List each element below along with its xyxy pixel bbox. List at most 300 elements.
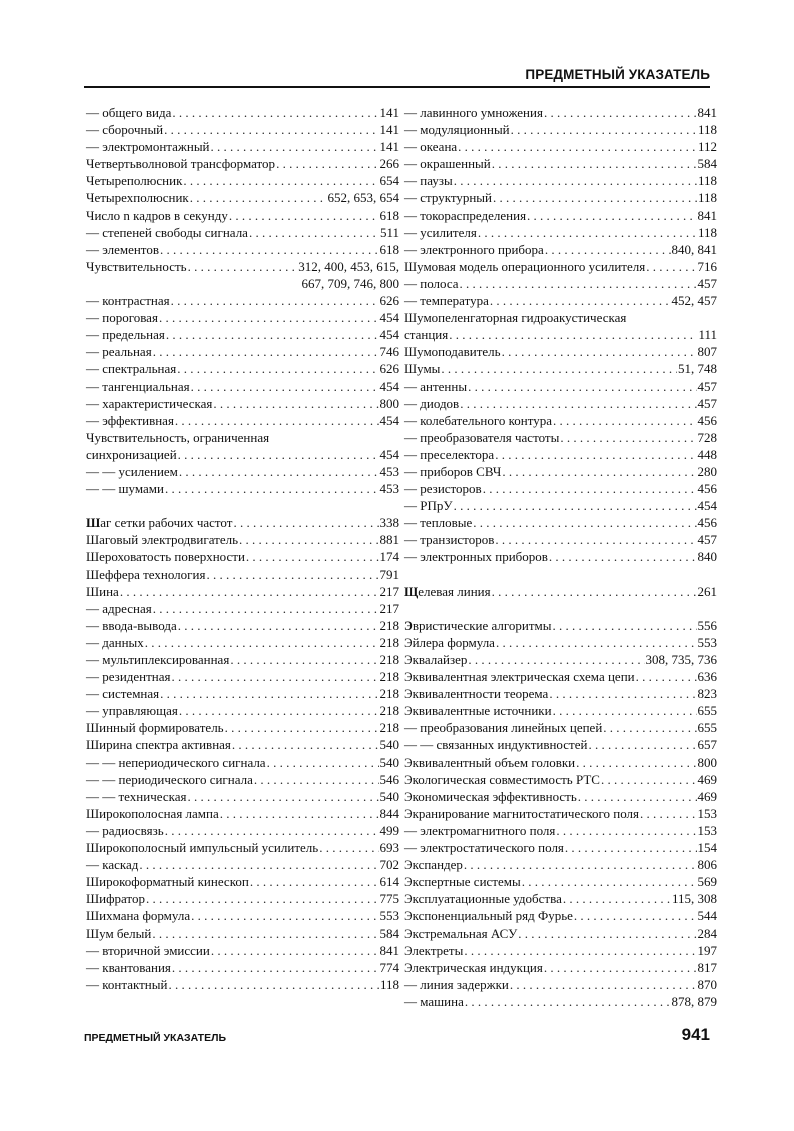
dot-leader (211, 942, 379, 959)
dot-leader (211, 138, 379, 155)
index-term: — полоса (404, 275, 459, 291)
dot-leader (146, 890, 379, 907)
index-entry (86, 754, 399, 771)
index-term: Широкополосный импульсный усилитель (86, 840, 319, 856)
index-term: Шинный формирователь (86, 720, 224, 736)
index-term: — радиосвязь (86, 822, 164, 838)
dot-leader (458, 138, 697, 155)
index-term: Чувствительность, ограниченная (86, 429, 270, 445)
page-refs: 469 (697, 771, 717, 787)
index-entry (404, 771, 717, 788)
dot-leader (250, 873, 379, 890)
index-entry (86, 548, 399, 565)
letter-gap (404, 566, 717, 583)
dot-leader (502, 463, 696, 480)
index-term: — — техническая (86, 788, 187, 804)
index-term: Эквалайзер (404, 652, 468, 667)
index-term: — колебательного контура (404, 412, 553, 428)
page-refs: 454 (379, 412, 399, 428)
dot-leader (145, 634, 379, 651)
index-term: — преселектора (404, 446, 495, 462)
index-term: Шаговый электродвигатель (86, 532, 239, 548)
page-refs: 844 (379, 805, 399, 821)
dot-leader (460, 395, 696, 412)
index-entry (404, 360, 717, 377)
index-term: Эвристические алгоритмы (404, 617, 552, 633)
index-entry (404, 121, 717, 138)
page-refs: 456 (697, 515, 717, 531)
index-term: — электромонтажный (86, 139, 210, 155)
index-term: Электреты (404, 942, 464, 958)
page-refs: 657 (697, 737, 717, 753)
index-entry (404, 788, 717, 805)
dot-leader (563, 890, 671, 907)
index-entry (86, 104, 399, 121)
page-refs: 284 (697, 925, 717, 941)
page-refs: 469 (697, 788, 717, 804)
page-refs: 728 (697, 429, 717, 445)
dot-leader (492, 583, 697, 600)
dot-leader (191, 378, 379, 395)
index-entry (86, 463, 399, 480)
index-entry (404, 104, 717, 121)
index-term: — реальная (86, 344, 152, 360)
dot-leader (468, 651, 644, 668)
index-term: — вторичной эмиссии (86, 942, 210, 958)
page-refs: 878, 879 (671, 993, 717, 1009)
index-entry (404, 942, 717, 959)
page-refs: 817 (697, 959, 717, 975)
index-entry (404, 326, 717, 343)
index-term: Эйлера формула (404, 634, 495, 650)
dot-leader (160, 241, 379, 258)
dot-leader (319, 839, 378, 856)
index-entry (404, 172, 717, 189)
index-entry (404, 719, 717, 736)
dot-leader (165, 822, 379, 839)
index-term: Шеффера технология (86, 566, 206, 582)
dot-leader (179, 463, 379, 480)
page-refs: 153 (697, 805, 717, 821)
index-term: — преобразователя частоты (404, 429, 560, 445)
page-refs: 454 (379, 310, 399, 326)
page-refs: 197 (697, 942, 717, 958)
page-refs: 452, 457 (671, 293, 717, 309)
page-refs: 774 (379, 959, 399, 975)
page-refs: 584 (379, 925, 399, 941)
index-entry (86, 702, 399, 719)
index-term: — ввода-вывода (86, 617, 177, 633)
index-entry (86, 155, 399, 172)
dot-leader (483, 480, 697, 497)
index-entry (86, 275, 399, 292)
dot-leader (646, 258, 696, 275)
index-term: — структурный (404, 190, 492, 206)
dot-leader (178, 446, 379, 463)
page-refs: 174 (379, 549, 399, 565)
index-entry (404, 925, 717, 942)
page-refs: 115, 308 (671, 891, 717, 907)
dot-leader (187, 788, 378, 805)
dot-leader (449, 326, 697, 343)
index-entry (404, 702, 717, 719)
page-refs: 218 (379, 686, 399, 702)
page-refs: 266 (379, 156, 399, 172)
index-term: — тангенциальная (86, 378, 190, 394)
index-term: — — шумами (86, 481, 164, 497)
page-refs: 261 (697, 583, 717, 599)
dot-leader (603, 719, 696, 736)
index-term: Широкополосная лампа (86, 805, 219, 821)
index-term: — преобразования линейных цепей (404, 720, 603, 736)
page-refs: 118 (697, 122, 717, 138)
index-entry (86, 360, 399, 377)
dot-leader (233, 514, 378, 531)
index-entry (86, 429, 399, 446)
index-entry (86, 651, 399, 668)
dot-leader (172, 668, 379, 685)
page-refs: 775 (379, 891, 399, 907)
page-refs: 553 (379, 908, 399, 924)
index-term: Щелевая линия (404, 583, 491, 599)
page-refs: 807 (697, 344, 717, 360)
dot-leader (120, 583, 379, 600)
page-refs: 823 (697, 686, 717, 702)
index-term: Число n кадров в секунду (86, 207, 228, 223)
index-entry (86, 531, 399, 548)
page-refs: 806 (697, 857, 717, 873)
index-entry (86, 822, 399, 839)
page-refs: 841 (697, 207, 717, 223)
page-refs: 553 (697, 634, 717, 650)
index-entry (86, 719, 399, 736)
page-refs: 457 (697, 275, 717, 291)
index-term: Экспандер (404, 857, 463, 873)
dot-leader (556, 822, 696, 839)
page-refs: 218 (379, 617, 399, 633)
section-initial: Ш (86, 515, 101, 531)
index-entry (86, 583, 399, 600)
index-entry (404, 497, 717, 514)
index-term: — — непериодического сигнала (86, 754, 266, 770)
index-term: Экранирование магнитостатического поля (404, 805, 639, 821)
index-entry (404, 839, 717, 856)
running-footer-title: ПРЕДМЕТНЫЙ УКАЗАТЕЛЬ (84, 1032, 227, 1044)
page-refs: 636 (697, 669, 717, 685)
index-term: — мультиплексированная (86, 652, 230, 667)
dot-leader (549, 685, 696, 702)
index-entry (404, 634, 717, 651)
index-term: — сборочный (86, 122, 164, 138)
dot-leader (177, 360, 378, 377)
index-entry (404, 976, 717, 993)
page-refs: 312, 400, 453, 615, (298, 258, 399, 274)
dot-leader (478, 224, 697, 241)
page-refs: 454 (379, 446, 399, 462)
page-refs: 841 (697, 105, 717, 120)
index-entry (86, 890, 399, 907)
page-refs: 118 (697, 224, 717, 240)
dot-leader (232, 736, 379, 753)
dot-leader (152, 925, 378, 942)
dot-leader (640, 805, 697, 822)
index-term: — степеней свободы сигнала (86, 224, 248, 240)
index-term: Эквивалентности теорема (404, 686, 549, 702)
page-refs: 218 (379, 720, 399, 736)
index-entry (404, 463, 717, 480)
page-refs: 870 (697, 976, 717, 992)
dot-leader (220, 805, 379, 822)
index-entry (86, 121, 399, 138)
dot-leader (576, 754, 696, 771)
page-refs: 693 (379, 840, 399, 856)
page-refs: 338 (379, 515, 399, 531)
index-term: — пороговая (86, 310, 158, 326)
index-term: — характеристическая (86, 395, 213, 411)
index-term: Шина (86, 583, 119, 599)
index-term: — усилителя (404, 224, 477, 240)
page-refs: 118 (379, 976, 399, 992)
page-refs: 456 (697, 481, 717, 497)
index-entry (86, 634, 399, 651)
index-column-right (404, 104, 717, 1010)
index-term: — электронного прибора (404, 241, 544, 257)
page-refs: 454 (379, 378, 399, 394)
index-term: Экстремальная АСУ (404, 925, 518, 941)
index-term: — модуляционный (404, 122, 510, 138)
page-refs: 746 (379, 344, 399, 360)
index-entry (404, 258, 717, 275)
page-refs: 111 (698, 327, 717, 343)
dot-leader (510, 976, 697, 993)
index-term: — управляющая (86, 703, 178, 719)
index-entry (404, 531, 717, 548)
page-refs: 655 (697, 703, 717, 719)
dot-leader (454, 497, 697, 514)
page-refs: 511 (379, 224, 399, 240)
index-term: — резидентная (86, 669, 171, 685)
index-entry (404, 685, 717, 702)
index-term: — эффективная (86, 412, 174, 428)
page-refs: 454 (379, 327, 399, 343)
index-entry (86, 771, 399, 788)
index-entry (86, 309, 399, 326)
index-entry (86, 224, 399, 241)
dot-leader (522, 873, 697, 890)
page-refs: 141 (379, 122, 399, 138)
index-entry (86, 959, 399, 976)
index-term: — предельная (86, 327, 165, 343)
page-refs: 218 (379, 669, 399, 685)
index-entry (404, 514, 717, 531)
dot-leader (493, 189, 697, 206)
page-refs: 667, 709, 746, 800 (301, 275, 399, 291)
index-entry (404, 617, 717, 634)
page-refs: 540 (379, 754, 399, 770)
dot-leader (511, 121, 697, 138)
index-term: — лавинного умножения (404, 105, 543, 120)
index-entry (86, 925, 399, 942)
dot-leader (172, 104, 378, 121)
index-term: Шумовая модель операционного усилителя (404, 258, 646, 274)
page-refs: 569 (697, 874, 717, 890)
dot-leader (544, 104, 697, 121)
page-refs: 448 (697, 446, 717, 462)
index-entry (404, 822, 717, 839)
dot-leader (159, 309, 379, 326)
index-entry (404, 155, 717, 172)
page-refs: 454 (697, 498, 717, 514)
page-refs: 618 (379, 241, 399, 257)
index-entry (86, 138, 399, 155)
dot-leader (565, 839, 697, 856)
dot-leader (190, 189, 327, 206)
index-term: Эквивалентная электрическая схема цепи (404, 669, 635, 685)
index-entry (404, 805, 717, 822)
index-term: Широкоформатный кинескоп (86, 874, 249, 890)
index-term: Четыреполюсник (86, 173, 183, 189)
index-term: — электромагнитного поля (404, 822, 556, 838)
dot-leader (153, 343, 379, 360)
dot-leader (206, 566, 378, 583)
index-term: — температура (404, 293, 489, 309)
dot-leader (171, 292, 379, 309)
index-entry (404, 873, 717, 890)
dot-leader (160, 685, 378, 702)
dot-leader (454, 172, 697, 189)
page-refs: 618 (379, 207, 399, 223)
index-entry (86, 976, 399, 993)
page-refs: 456 (697, 412, 717, 428)
dot-leader (636, 668, 697, 685)
dot-leader (460, 275, 697, 292)
index-entry (86, 189, 399, 206)
index-entry (86, 172, 399, 189)
dot-leader (178, 617, 379, 634)
page-refs: 308, 735, 736 (645, 652, 717, 667)
dot-leader (473, 514, 696, 531)
dot-leader (492, 155, 697, 172)
index-term: — системная (86, 686, 160, 702)
index-term: — резисторов (404, 481, 482, 497)
index-entry (404, 395, 717, 412)
index-entry (86, 343, 399, 360)
dot-leader (553, 617, 697, 634)
page-refs: 141 (379, 139, 399, 155)
index-term: Экспертные системы (404, 874, 521, 890)
dot-leader (179, 702, 379, 719)
index-entry (86, 856, 399, 873)
page-refs: 702 (379, 857, 399, 873)
index-term: — спектральная (86, 361, 177, 377)
page-refs: 614 (379, 874, 399, 890)
page-refs: 154 (697, 840, 717, 856)
index-term: Электрическая индукция (404, 959, 543, 975)
dot-leader (276, 155, 378, 172)
page-refs: 626 (379, 293, 399, 309)
dot-leader (188, 258, 298, 275)
index-entry (86, 241, 399, 258)
index-entry (404, 343, 717, 360)
index-term: — адресная (86, 600, 152, 616)
page-refs: 499 (379, 822, 399, 838)
dot-leader (139, 856, 378, 873)
index-term: — РПрУ (404, 498, 453, 514)
dot-leader (464, 942, 696, 959)
index-term: — электростатического поля (404, 840, 564, 856)
index-term: — окрашенный (404, 156, 491, 172)
index-entry (404, 548, 717, 565)
section-initial: Щ (404, 583, 419, 599)
index-entry (86, 258, 399, 275)
index-entry (404, 275, 717, 292)
page-refs: 840, 841 (671, 241, 717, 257)
index-entry (86, 326, 399, 343)
index-term: — элементов (86, 241, 159, 257)
index-term: Шумоподавитель (404, 344, 501, 360)
section-initial: Э (404, 617, 413, 633)
page-refs: 841 (379, 942, 399, 958)
page-refs: 453 (379, 463, 399, 479)
index-term: — данных (86, 634, 144, 650)
index-term: Эквивалентные источники (404, 703, 552, 719)
dot-leader (560, 429, 696, 446)
dot-leader (464, 856, 697, 873)
page-refs: 280 (697, 463, 717, 479)
index-entry (86, 480, 399, 497)
index-term: — общего вида (86, 105, 172, 120)
index-entry (86, 942, 399, 959)
letter-gap (86, 497, 399, 514)
index-term: — квантования (86, 959, 171, 975)
dot-leader (549, 548, 697, 565)
page-refs: 546 (379, 771, 399, 787)
index-entry (86, 685, 399, 702)
page-refs: 626 (379, 361, 399, 377)
page-refs: 217 (379, 583, 399, 599)
index-entry (86, 873, 399, 890)
index-entry (404, 224, 717, 241)
index-term: — линия задержки (404, 976, 509, 992)
dot-leader (545, 241, 671, 258)
dot-leader (213, 395, 378, 412)
index-term: — электронных приборов (404, 549, 548, 565)
page-refs: 457 (697, 532, 717, 548)
index-entry (86, 207, 399, 224)
index-entry (404, 890, 717, 907)
dot-leader (230, 651, 378, 668)
index-entry (404, 309, 717, 326)
letter-gap (404, 600, 717, 617)
index-entry (86, 617, 399, 634)
page-refs: 141 (379, 105, 399, 120)
dot-leader (239, 531, 378, 548)
index-term: — приборов СВЧ (404, 463, 502, 479)
dot-leader (490, 292, 671, 309)
page-refs: 118 (697, 173, 717, 189)
page-refs: 540 (379, 788, 399, 804)
dot-leader (229, 207, 379, 224)
index-entry (404, 959, 717, 976)
index-term: Шумопеленгаторная гидроакустическая (404, 310, 627, 326)
index-column-left (86, 104, 399, 993)
dot-leader (172, 959, 379, 976)
dot-leader (527, 207, 696, 224)
dot-leader (246, 548, 379, 565)
index-entry (86, 446, 399, 463)
index-term: Экономическая эффективность (404, 788, 577, 804)
index-term: — антенны (404, 378, 468, 394)
